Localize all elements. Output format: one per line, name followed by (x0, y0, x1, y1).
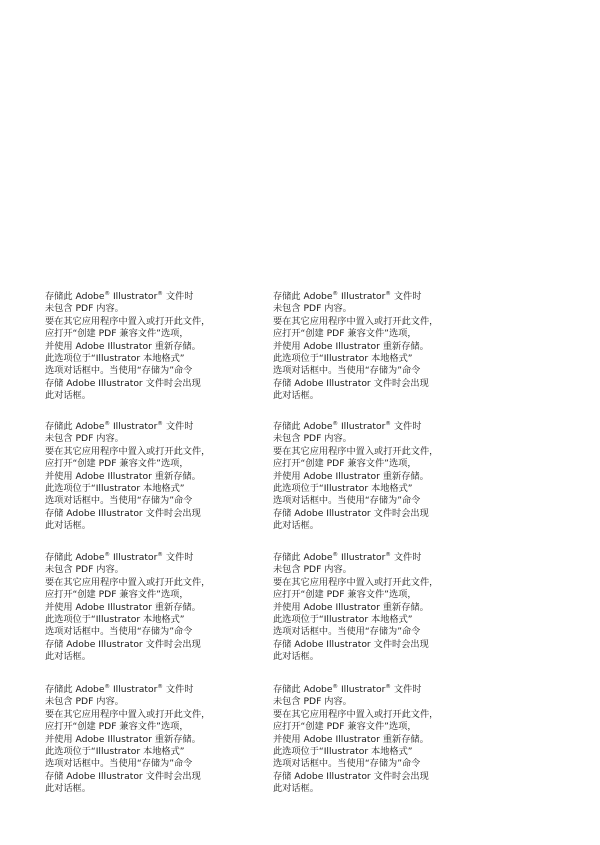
notice-line-4: 应打开“创建 PDF 兼容文件”选项， (45, 721, 189, 733)
notice-line-7: 选项对话框中。当使用“存储为”命令 (45, 495, 193, 507)
notice-line-2: 未包含 PDF 内容。 (273, 564, 352, 576)
notice-line-2: 未包含 PDF 内容。 (273, 303, 352, 315)
notice-line-4: 应打开“创建 PDF 兼容文件”选项， (273, 589, 417, 601)
notice-line-6: 此选项位于“Illustrator 本地格式” (273, 614, 413, 626)
notice-line-5: 并使用 Adobe Illustrator 重新存储。 (273, 340, 429, 352)
notice-line-9: 此对话框。 (45, 783, 91, 795)
notice-line-3: 要在其它应用程序中置入或打开此文件， (273, 445, 439, 457)
notice-line-6: 此选项位于“Illustrator 本地格式” (45, 353, 185, 365)
notice-line-1: 存储此 Adobe® Illustrator® 文件时 (273, 290, 422, 302)
notice-line-3: 要在其它应用程序中置入或打开此文件， (273, 315, 439, 327)
notice-line-8: 存储 Adobe Illustrator 文件时会出现 (273, 377, 429, 389)
notice-line-9: 此对话框。 (45, 520, 91, 532)
pdf-compat-notice (273, 552, 473, 664)
notice-line-6: 此选项位于“Illustrator 本地格式” (273, 483, 413, 495)
notice-line-6: 此选项位于“Illustrator 本地格式” (45, 746, 185, 758)
notice-line-1: 存储此 Adobe® Illustrator® 文件时 (45, 290, 194, 302)
notice-line-3: 要在其它应用程序中置入或打开此文件， (45, 445, 211, 457)
notice-line-4: 应打开“创建 PDF 兼容文件”选项， (45, 458, 189, 470)
notice-line-4: 应打开“创建 PDF 兼容文件”选项， (273, 328, 417, 340)
notice-line-9: 此对话框。 (45, 390, 91, 402)
pdf-compat-notice (273, 684, 473, 796)
notice-line-9: 此对话框。 (273, 390, 319, 402)
notice-line-9: 此对话框。 (273, 520, 319, 532)
notice-line-6: 此选项位于“Illustrator 本地格式” (273, 746, 413, 758)
notice-line-7: 选项对话框中。当使用“存储为”命令 (273, 758, 421, 770)
notice-line-6: 此选项位于“Illustrator 本地格式” (45, 483, 185, 495)
notice-line-5: 并使用 Adobe Illustrator 重新存储。 (45, 340, 201, 352)
notice-line-5: 并使用 Adobe Illustrator 重新存储。 (45, 601, 201, 613)
notice-line-6: 此选项位于“Illustrator 本地格式” (273, 353, 413, 365)
pdf-compat-notice (45, 552, 245, 664)
notice-line-1: 存储此 Adobe® Illustrator® 文件时 (45, 683, 194, 695)
notice-line-6: 此选项位于“Illustrator 本地格式” (45, 614, 185, 626)
notice-line-5: 并使用 Adobe Illustrator 重新存储。 (45, 470, 201, 482)
notice-line-1: 存储此 Adobe® Illustrator® 文件时 (45, 420, 194, 432)
notice-line-1: 存储此 Adobe® Illustrator® 文件时 (273, 683, 422, 695)
notice-line-1: 存储此 Adobe® Illustrator® 文件时 (273, 420, 422, 432)
notice-line-7: 选项对话框中。当使用“存储为”命令 (45, 626, 193, 638)
pdf-compat-notice (273, 421, 473, 533)
notice-line-9: 此对话框。 (273, 651, 319, 663)
notice-line-2: 未包含 PDF 内容。 (45, 696, 124, 708)
notice-line-8: 存储 Adobe Illustrator 文件时会出现 (273, 770, 429, 782)
notice-line-9: 此对话框。 (45, 651, 91, 663)
notice-line-3: 要在其它应用程序中置入或打开此文件， (45, 315, 211, 327)
notice-line-2: 未包含 PDF 内容。 (273, 433, 352, 445)
notice-line-1: 存储此 Adobe® Illustrator® 文件时 (273, 551, 422, 563)
notice-line-8: 存储 Adobe Illustrator 文件时会出现 (45, 770, 201, 782)
notice-line-3: 要在其它应用程序中置入或打开此文件， (273, 708, 439, 720)
notice-line-1: 存储此 Adobe® Illustrator® 文件时 (45, 551, 194, 563)
notice-line-5: 并使用 Adobe Illustrator 重新存储。 (273, 733, 429, 745)
notice-line-7: 选项对话框中。当使用“存储为”命令 (45, 758, 193, 770)
notice-line-8: 存储 Adobe Illustrator 文件时会出现 (45, 507, 201, 519)
notice-line-3: 要在其它应用程序中置入或打开此文件， (45, 576, 211, 588)
notice-line-3: 要在其它应用程序中置入或打开此文件， (45, 708, 211, 720)
notice-line-8: 存储 Adobe Illustrator 文件时会出现 (273, 638, 429, 650)
notice-line-5: 并使用 Adobe Illustrator 重新存储。 (45, 733, 201, 745)
notice-line-2: 未包含 PDF 内容。 (45, 564, 124, 576)
notice-line-7: 选项对话框中。当使用“存储为”命令 (273, 626, 421, 638)
notice-line-4: 应打开“创建 PDF 兼容文件”选项， (273, 458, 417, 470)
notice-line-4: 应打开“创建 PDF 兼容文件”选项， (45, 328, 189, 340)
notice-line-5: 并使用 Adobe Illustrator 重新存储。 (273, 601, 429, 613)
pdf-compat-notice (273, 291, 473, 403)
notice-line-7: 选项对话框中。当使用“存储为”命令 (273, 495, 421, 507)
notice-line-2: 未包含 PDF 内容。 (273, 696, 352, 708)
notice-line-7: 选项对话框中。当使用“存储为”命令 (273, 365, 421, 377)
notice-line-5: 并使用 Adobe Illustrator 重新存储。 (273, 470, 429, 482)
pdf-compat-notice (45, 421, 245, 533)
notice-line-8: 存储 Adobe Illustrator 文件时会出现 (273, 507, 429, 519)
pdf-compat-notice (45, 291, 245, 403)
pdf-compat-notice (45, 684, 245, 796)
notice-line-4: 应打开“创建 PDF 兼容文件”选项， (45, 589, 189, 601)
notice-line-7: 选项对话框中。当使用“存储为”命令 (45, 365, 193, 377)
notice-line-4: 应打开“创建 PDF 兼容文件”选项， (273, 721, 417, 733)
notice-line-2: 未包含 PDF 内容。 (45, 303, 124, 315)
notice-line-2: 未包含 PDF 内容。 (45, 433, 124, 445)
notice-line-8: 存储 Adobe Illustrator 文件时会出现 (45, 377, 201, 389)
notice-line-8: 存储 Adobe Illustrator 文件时会出现 (45, 638, 201, 650)
notice-line-9: 此对话框。 (273, 783, 319, 795)
notice-line-3: 要在其它应用程序中置入或打开此文件， (273, 576, 439, 588)
